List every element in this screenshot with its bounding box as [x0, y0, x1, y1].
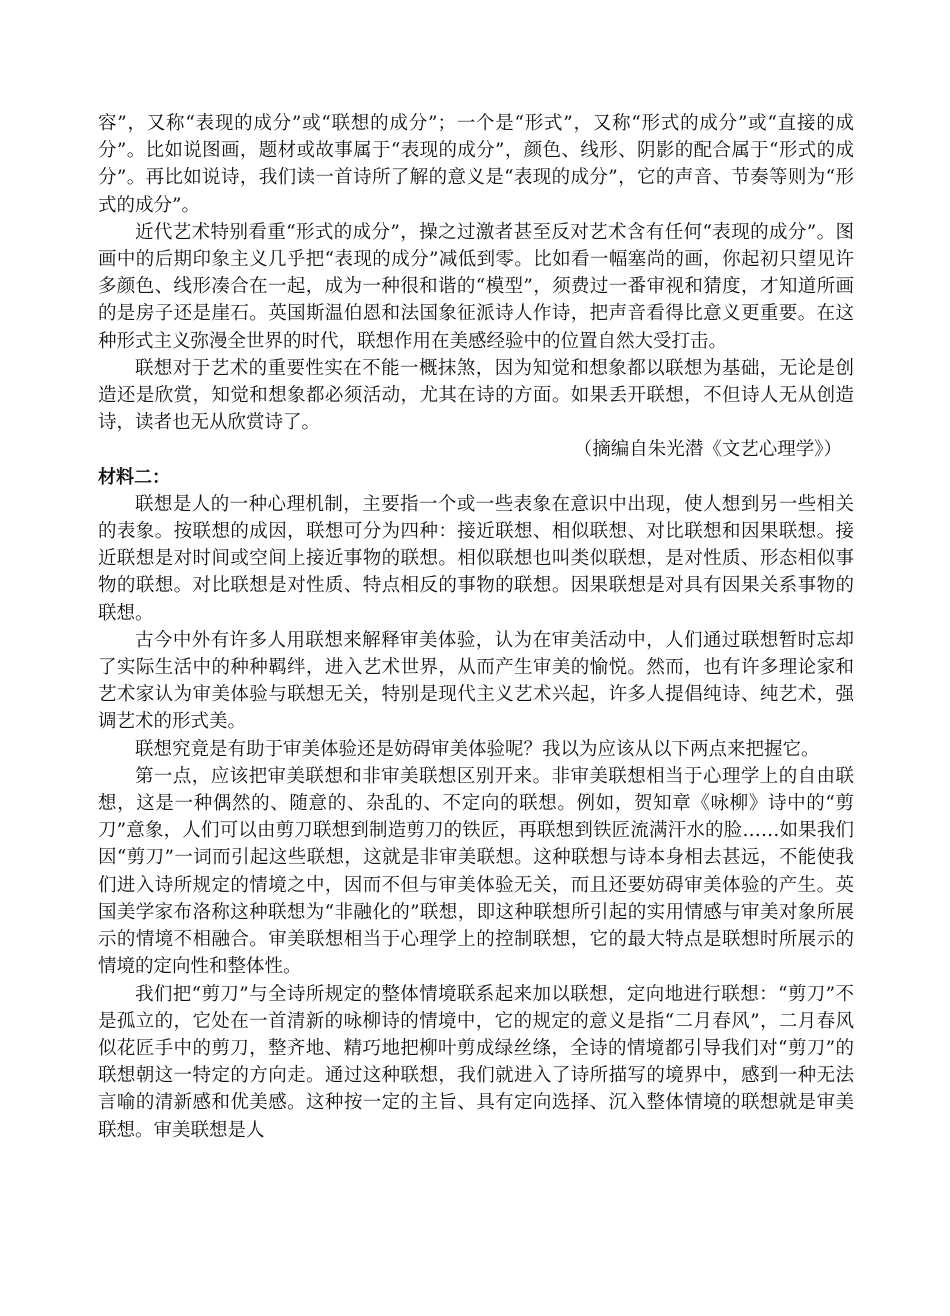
material-two-heading: 材料二：	[98, 466, 170, 488]
document-page	[98, 110, 854, 1144]
material-one-paragraph: 容”，又称“表现的成分”或“联想的成分”；一个是“形式”，又称“形式的成分”或“直接的成分”。比如说图画，题材或故事属于“表现的成分”，颜色、线形、阴影的配合属于“形式的成分”。再比如说诗，我们读一首诗所了解的意义是“表现的成分”，它的声音、节奏等则为“形式的成分”。	[98, 113, 854, 216]
material-two-paragraph: 联想究竟是有助于审美体验还是妨碍审美体验呢？我以为应该从以下两点来把握它。	[135, 738, 820, 760]
material-two-paragraph: 古今中外有许多人用联想来解释审美体验，认为在审美活动中，人们通过联想暂时忘却了实际生活中的种种羁绊，进入艺术世界，从而产生审美的愉悦。然而，也有许多理论家和艺术家认为审美体验与联想无关，特别是现代主义艺术兴起，许多人提倡纯诗、纯艺术，强调艺术的形式美。	[98, 629, 854, 733]
source-citation: （摘编自朱光潜《文艺心理学》）	[573, 439, 842, 461]
material-two-paragraph: 我们把“剪刀”与全诗所规定的整体情境联系起来加以联想，定向地进行联想：“剪刀”不是孤立的，它处在一首清新的咏柳诗的情境中，它的规定的意义是指“二月春风”，二月春风似花匠手中的剪刀，整齐地、精巧地把柳叶剪成绿丝绦，全诗的情境都引导我们对“剪刀”的联想朝这一特定的方向走。通过这种联想，我们就进入了诗所描写的境界中，感到一种无法言喻的清新感和优美感。这种按一定的主旨、具有定向选择、沉入整体情境的联想就是审美联想。审美联想是人	[98, 983, 854, 1141]
material-one-paragraph: 联想对于艺术的重要性实在不能一概抹煞，因为知觉和想象都以联想为基础，无论是创造还是欣赏，知觉和想象都必须活动，尤其在诗的方面。如果丢开联想，不但诗人无从创造诗，读者也无从欣赏诗了。	[98, 357, 854, 434]
material-two-paragraph: 第一点，应该把审美联想和非审美联想区别开来。非审美联想相当于心理学上的自由联想，这是一种偶然的、随意的、杂乱的、不定向的联想。例如，贺知章《咏柳》诗中的“剪刀”意象，人们可以由剪刀联想到制造剪刀的铁匠，再联想到铁匠流满汗水的脸……如果我们因“剪刀”一词而引起这些联想，这就是非审美联想。这种联想与诗本身相去甚远，不能使我们进入诗所规定的情境之中，因而不但与审美体验无关，而且还要妨碍审美体验的产生。英国美学家布洛称这种联想为“非融化的”联想，即这种联想所引起的实用情感与审美对象所展示的情境不相融合。审美联想相当于心理学上的控制联想，它的最大特点是联想时所展示的情境的定向性和整体性。	[98, 765, 854, 978]
material-one-paragraph: 近代艺术特别看重“形式的成分”，操之过激者甚至反对艺术含有任何“表现的成分”。图画中的后期印象主义几乎把“表现的成分”减低到零。比如看一幅塞尚的画，你起初只望见许多颜色、线形凑合在一起，成为一种很和谐的“模型”，须费过一番审视和猜度，才知道所画的是房子还是崖石。英国斯温伯恩和法国象征派诗人作诗，把声音看得比意义更重要。在这种形式主义弥漫全世界的时代，联想作用在美感经验中的位置自然大受打击。	[98, 221, 854, 352]
material-two-paragraph: 联想是人的一种心理机制，主要指一个或一些表象在意识中出现，使人想到另一些相关的表象。按联想的成因，联想可分为四种：接近联想、相似联想、对比联想和因果联想。接近联想是对时间或空间上接近事物的联想。相似联想也叫类似联想，是对性质、形态相似事物的联想。对比联想是对性质、特点相反的事物的联想。因果联想是对具有因果关系事物的联想。	[98, 493, 854, 624]
